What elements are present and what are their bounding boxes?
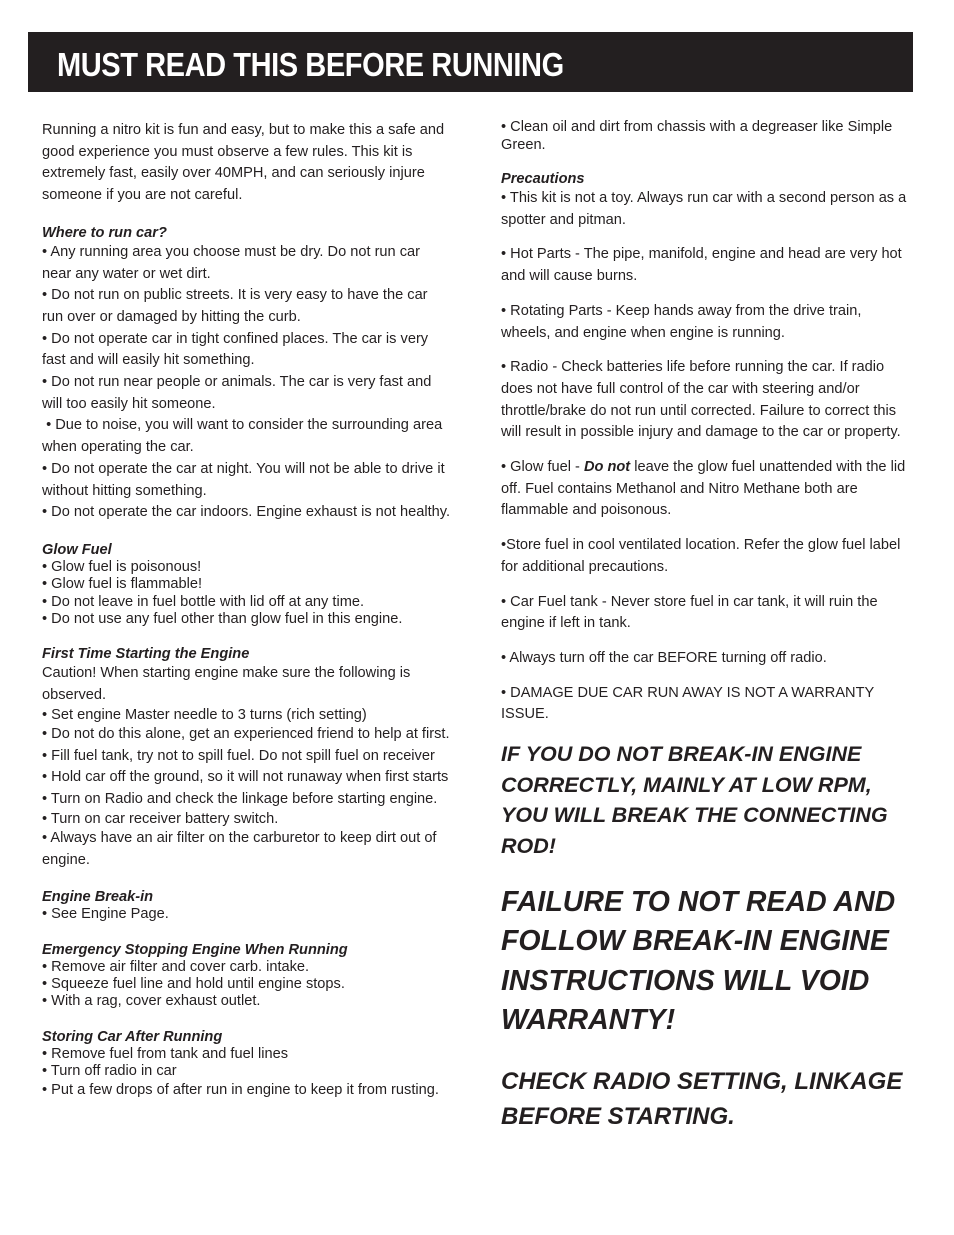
list-item: • Turn on Radio and check the linkage before starting engine. bbox=[42, 790, 438, 807]
list-item: • Set engine Master needle to 3 turns (rich setting) bbox=[42, 706, 367, 723]
list-item: • Squeeze fuel line and hold until engine stops. bbox=[42, 975, 345, 992]
list-item: • Remove air filter and cover carb. intake. bbox=[42, 958, 310, 975]
break-in-warning: IF YOU DO NOT BREAK-IN ENGINE CORRECTLY, MAINLY AT LOW RPM, YOU WILL BREAK THE CONNECTING ROD! bbox=[501, 742, 888, 858]
list-item: • Remove fuel from tank and fuel lines bbox=[42, 1045, 289, 1062]
list-item: • Due to noise, you will want to consider the surrounding area when operating the car. bbox=[42, 417, 447, 456]
list-item: • Hold car off the ground, so it will not runaway when first starts bbox=[42, 769, 449, 786]
glow-emphasis: Do not bbox=[583, 459, 631, 476]
precautions-heading: Precautions bbox=[501, 171, 585, 187]
list-item: Caution! When starting engine make sure the following is observed. bbox=[42, 665, 411, 703]
list-item: • Do not use any fuel other than glow fuel in this engine. bbox=[42, 610, 403, 627]
list-item: • Turn off radio in car bbox=[42, 1062, 177, 1079]
list-item: • Do not run on public streets. It is very easy to have the car run over or damaged by hitting the curb. bbox=[42, 287, 428, 325]
intro-paragraph: Running a nitro kit is fun and easy, but to make this a safe and good experience you must observe a few rules. This kit is extremely fast, easily over 40MPH, and can seriously injure someone if you are not careful. bbox=[42, 122, 445, 204]
section-heading: First Time Starting the Engine bbox=[42, 646, 250, 663]
precaution-warranty: • DAMAGE DUE CAR RUN AWAY IS NOT A WARRANTY ISSUE. bbox=[501, 684, 874, 723]
section-glow-fuel bbox=[42, 541, 452, 628]
section-heading: Engine Break-in bbox=[42, 889, 154, 906]
precaution-toy: • This kit is not a toy. Always run car with a second person as a spotter and pitman. bbox=[501, 190, 907, 228]
section-first-time-starting bbox=[42, 645, 452, 871]
list-item: • With a rag, cover exhaust outlet. bbox=[42, 993, 261, 1010]
list-item: • Always have an air filter on the carburetor to keep dirt out of engine. bbox=[42, 829, 437, 868]
list-item: • Do not operate car in tight confined places. The car is very fast and will easily hit something. bbox=[42, 330, 429, 369]
section-heading: Emergency Stopping Engine When Running bbox=[42, 941, 348, 958]
list-item: • Fill fuel tank, try not to spill fuel. Do not spill fuel on receiver bbox=[42, 747, 435, 764]
left-column bbox=[42, 118, 452, 1119]
list-item: • Do not run near people or animals. The car is very fast and will too easily hit someone. bbox=[42, 374, 432, 412]
clean-paragraph: • Clean oil and dirt from chassis with a degreaser like Simple Green. bbox=[501, 119, 893, 153]
section-engine-break-in bbox=[42, 888, 452, 923]
page-title: MUST READ THIS BEFORE RUNNING bbox=[57, 46, 564, 83]
section-where-to-run bbox=[42, 224, 452, 524]
precaution-turn-off: • Always turn off the car BEFORE turning off radio. bbox=[501, 649, 827, 666]
section-emergency-stopping bbox=[42, 941, 452, 1011]
list-item: • Turn on car receiver battery switch. bbox=[42, 810, 279, 827]
list-item: • Glow fuel is poisonous! bbox=[42, 558, 202, 575]
list-item: • Any running area you choose must be dry. Do not run car near any water or wet dirt. bbox=[42, 243, 420, 282]
list-item: • See Engine Page. bbox=[42, 906, 169, 923]
section-heading: Storing Car After Running bbox=[42, 1028, 223, 1045]
section-heading: Glow Fuel bbox=[42, 541, 112, 558]
right-column bbox=[501, 118, 911, 1134]
list-item: • Do not operate the car at night. You will not be able to drive it without hitting something. bbox=[42, 460, 445, 499]
glow-rest: leave the glow fuel unattended with the lid off. Fuel contains Methanol and Nitro Methane both are flammable and poisonous. bbox=[501, 459, 906, 519]
precaution-hot-parts: • Hot Parts - The pipe, manifold, engine and head are very hot and will cause burns. bbox=[501, 246, 902, 285]
precaution-radio: • Radio - Check batteries life before running the car. If radio does not have full control of the car with steering and/or throttle/brake do not run until corrected. Failure to correct this will result in possible injury and damage to the car or property. bbox=[501, 359, 901, 441]
title-banner bbox=[28, 32, 913, 92]
glow-prefix: • Glow fuel - bbox=[501, 459, 584, 476]
list-item: • Do not do this alone, get an experienced friend to help at first. bbox=[42, 725, 450, 742]
list-item: • Do not operate the car indoors. Engine exhaust is not healthy. bbox=[42, 504, 451, 521]
section-heading: Where to run car? bbox=[42, 224, 167, 241]
precaution-fuel-tank: • Car Fuel tank - Never store fuel in car tank, it will ruin the engine if left in tank. bbox=[501, 593, 878, 632]
list-item: • Glow fuel is flammable! bbox=[42, 576, 203, 593]
list-item: • Do not leave in fuel bottle with lid off at any time. bbox=[42, 593, 365, 610]
list-item: • Put a few drops of after run in engine to keep it from rusting. bbox=[42, 1082, 439, 1099]
precaution-glow-fuel bbox=[501, 457, 911, 522]
precaution-rotating-parts: • Rotating Parts - Keep hands away from the drive train, wheels, and engine when engine is running. bbox=[501, 302, 862, 341]
section-storing-car bbox=[42, 1028, 452, 1102]
precaution-store-fuel: •Store fuel in cool ventilated location. Refer the glow fuel label for additional precautions. bbox=[501, 537, 901, 575]
radio-check-warning: CHECK RADIO SETTING, LINKAGE BEFORE STARTING. bbox=[501, 1068, 903, 1130]
warranty-warning: FAILURE TO NOT READ AND FOLLOW BREAK-IN ENGINE INSTRUCTIONS WILL VOID WARRANTY! bbox=[501, 886, 896, 1036]
